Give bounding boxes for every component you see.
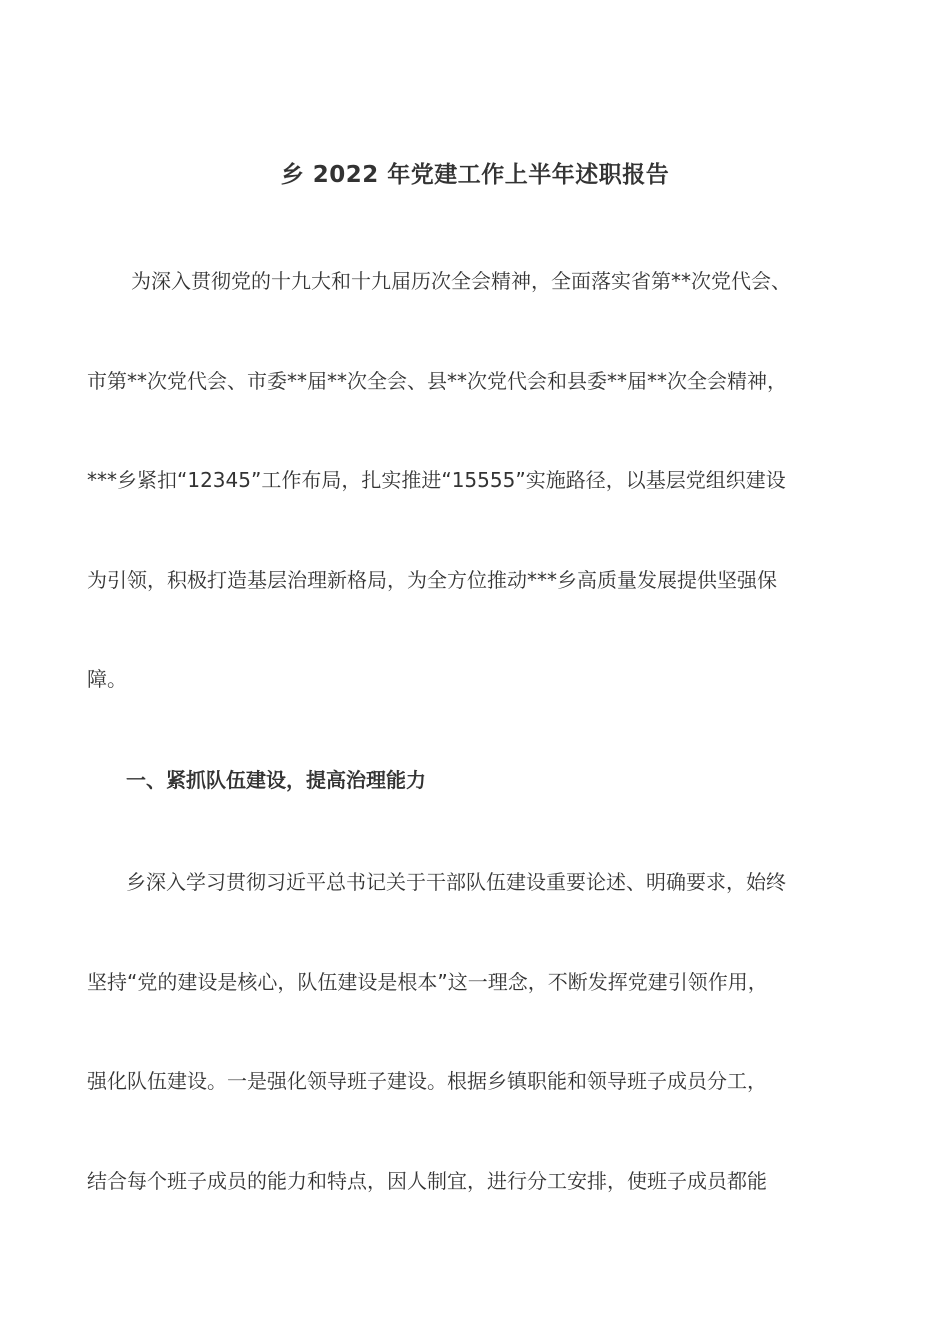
section-1-line-3: 强化队伍建设。一是强化领导班子建设。根据乡镇职能和领导班子成员分工，	[87, 1069, 767, 1093]
section-1-heading: 一、紧抓队伍建设，提高治理能力	[126, 768, 426, 792]
intro-line-3: ***乡紧扣“12345”工作布局，扎实推进“15555”实施路径，以基层党组织建设	[87, 468, 786, 492]
section-1-line-4: 结合每个班子成员的能力和特点，因人制宜，进行分工安排，使班子成员都能	[87, 1169, 767, 1193]
section-1-line-2: 坚持“党的建设是核心，队伍建设是根本”这一理念，不断发挥党建引领作用，	[87, 970, 768, 994]
intro-line-5: 障。	[87, 667, 127, 691]
intro-line-4: 为引领，积极打造基层治理新格局，为全方位推动***乡高质量发展提供坚强保	[87, 568, 777, 592]
intro-line-1: 为深入贯彻党的十九大和十九届历次全会精神，全面落实省第**次党代会、	[131, 269, 791, 293]
intro-line-2: 市第**次党代会、市委**届**次全会、县**次党代会和县委**届**次全会精神，	[87, 369, 787, 393]
section-1-line-1: 乡深入学习贯彻习近平总书记关于干部队伍建设重要论述、明确要求，始终	[126, 870, 786, 894]
document-title: 乡 2022 年党建工作上半年述职报告	[280, 162, 670, 188]
